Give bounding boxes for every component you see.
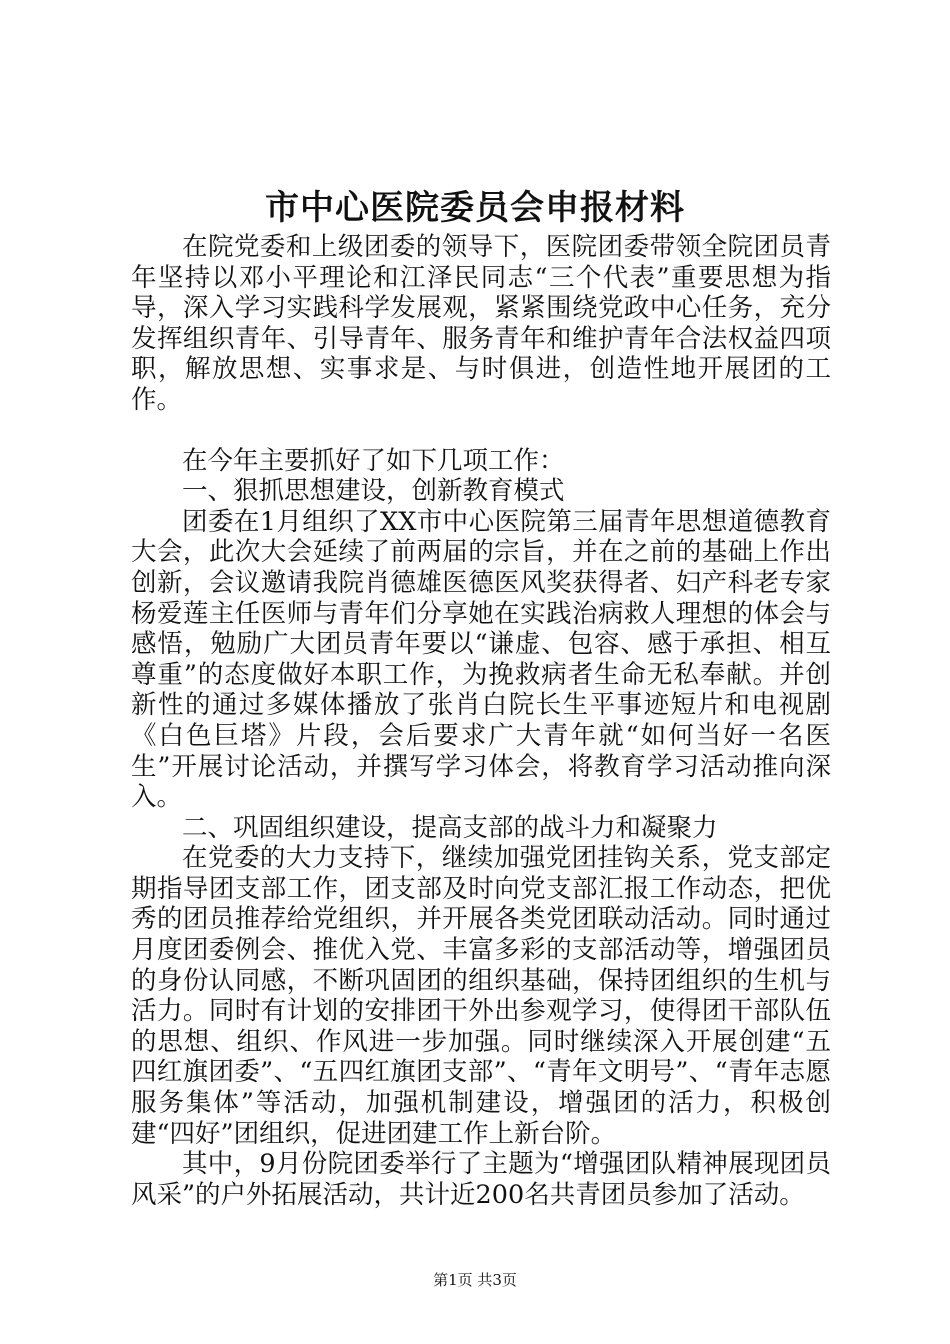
document-title: 市中心医院委员会申报材料 <box>265 188 685 228</box>
paragraph-intro: 在院党委和上级团委的领导下，医院团委带领全院团员青年坚持以邓小平理论和江泽民同志“三个代表”重要思想为指导，深入学习实践科学发展观，紧紧围绕党政中心任务，充分发挥组织青年、引导青年、服务青年和维护青年合法权益四项职，解放思想、实事求是、与时俱进，创造性地开展团的工作。 <box>131 232 831 415</box>
paragraph-section-2: 在党委的大力支持下，继续加强党团挂钩关系，党支部定期指导团支部工作，团支部及时向党支部汇报工作动态，把优秀的团员推荐给党组织，并开展各类党团联动活动。同时通过月度团委例会、推优入党、丰富多彩的支部活动等，增强团员的身份认同感，不断巩固团的组织基础，保持团组织的生机与活力。同时有计划的安排团干外出参观学习，使得团干部队伍的思想、组织、作风进一步加强。同时继续深入开展创建“五四红旗团委”、“五四红旗团支部”、“青年文明号”、“青年志愿服务集体”等活动，加强机制建设，增强团的活力，积极创建“四好”团组织，促进团建工作上新台阶。 <box>131 843 831 1149</box>
paragraph-outdoor-activity: 其中，9月份院团委举行了主题为“增强团队精神展现团员风采”的户外拓展活动，共计近200名共青团员参加了活动。 <box>131 1149 831 1210</box>
section-heading-1: 一、狠抓思想建设，创新教育模式 <box>182 476 565 507</box>
paragraph-section-1: 团委在1月组织了XX市中心医院第三届青年思想道德教育大会，此次大会延续了前两届的宗旨，并在之前的基础上作出创新，会议邀请我院肖德雄医德医风奖获得者、妇产科老专家杨爱莲主任医师与青年们分享她在实践治病救人理想的体会与感悟，勉励广大团员青年要以“谦虚、包容、感于承担、相互尊重”的态度做好本职工作，为挽救病者生命无私奉献。并创新性的通过多媒体播放了张肖白院长生平事迹短片和电视剧《白色巨塔》片段，会后要求广大青年就“如何当好一名医生”开展讨论活动，并撰写学习体会，将教育学习活动推向深入。 <box>131 506 831 813</box>
document-body <box>131 232 831 1210</box>
page-number-footer: 第1页 共3页 <box>433 1271 517 1289</box>
paragraph-work-overview: 在今年主要抓好了如下几项工作： <box>182 445 565 476</box>
section-heading-2: 二、巩固组织建设，提高支部的战斗力和凝聚力 <box>182 812 718 843</box>
